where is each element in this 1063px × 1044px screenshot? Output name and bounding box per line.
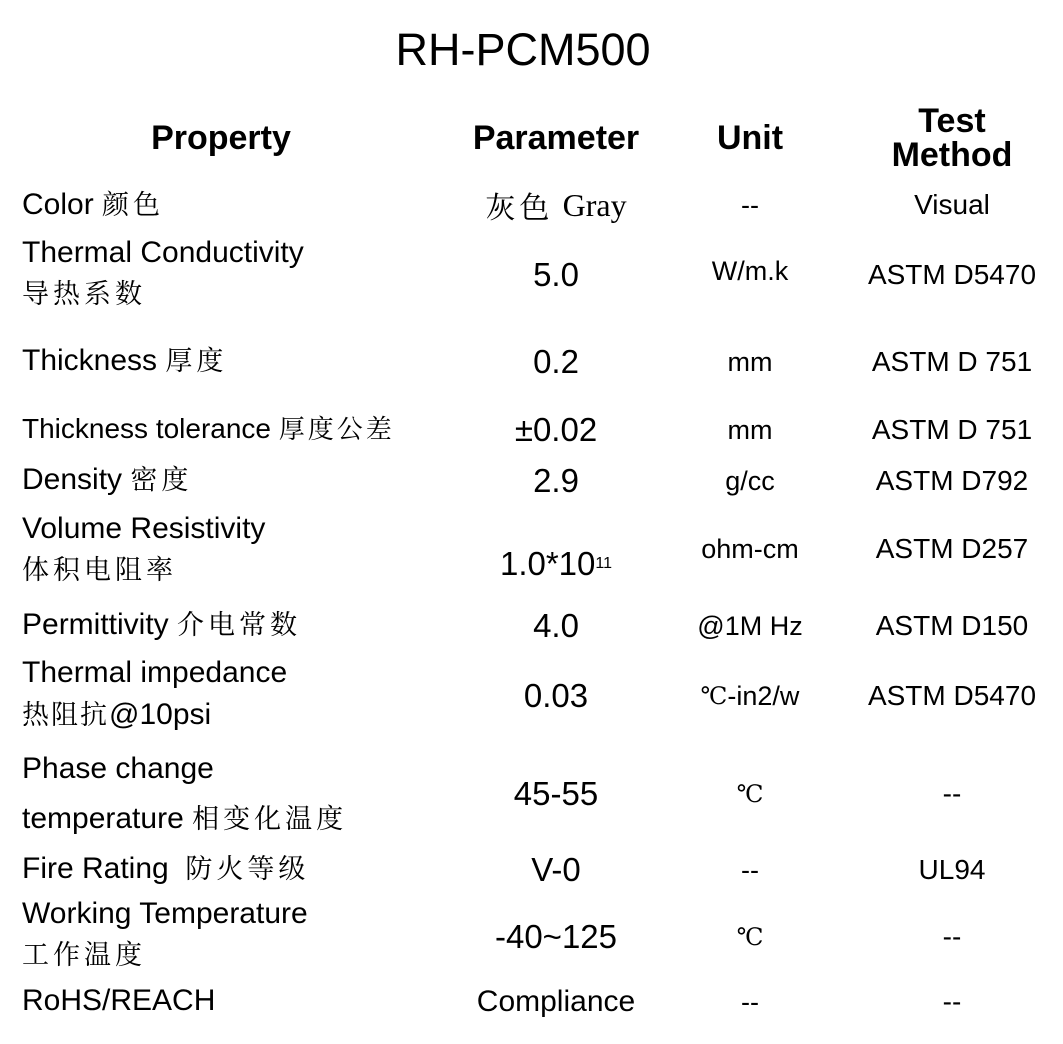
header-unit: Unit <box>716 119 784 157</box>
test-method-cell: ASTM D792 <box>875 465 1029 496</box>
property-en: Thermal impedance <box>22 656 288 689</box>
property-suffix: @10psi <box>109 698 212 731</box>
property-cell <box>22 980 452 1024</box>
table-row <box>0 232 1063 318</box>
property-en: RoHS/REACH <box>22 984 216 1017</box>
property-en: Working Temperature <box>22 897 308 930</box>
test-method-cell: ASTM D257 <box>875 533 1029 564</box>
table-row <box>0 508 1063 596</box>
parameter-cell: -40~125 <box>494 918 618 955</box>
table-row <box>0 340 1063 384</box>
table-row <box>0 184 1063 226</box>
property-cn: 厚度公差 <box>278 415 395 445</box>
property-cn: 颜色 <box>102 190 165 221</box>
table-row <box>0 848 1063 892</box>
page-title: RH-PCM500 <box>395 24 651 75</box>
parameter-cell: ±0.02 <box>514 411 598 448</box>
property-cn: 热阻抗 <box>22 700 109 731</box>
property-cell <box>22 893 452 981</box>
unit-cell: -- <box>741 189 759 220</box>
unit-cell: mm <box>727 414 773 445</box>
unit-symbol: ℃ <box>700 682 728 710</box>
unit-cell: -- <box>741 854 759 885</box>
test-method-cell: -- <box>942 921 962 952</box>
property-cn: 介电常数 <box>177 610 302 641</box>
parameter-cell: 45-55 <box>513 775 599 812</box>
test-method-cell: ASTM D 751 <box>871 414 1033 445</box>
header-property: Property <box>151 119 291 157</box>
unit-cell: -- <box>741 986 759 1017</box>
parameter-cell: 2.9 <box>533 462 579 499</box>
unit-rest: -in2/w <box>727 680 800 711</box>
property-cell <box>22 459 452 503</box>
test-method-cell: -- <box>942 986 962 1017</box>
parameter-cell: 1.0*10 11 <box>499 545 613 582</box>
property-cn: 密度 <box>130 465 193 496</box>
header-test-method <box>852 104 1052 172</box>
property-cn: 厚度 <box>165 346 228 377</box>
unit-cell: W/m.k <box>711 255 789 286</box>
test-method-cell: UL94 <box>918 854 986 885</box>
property-en-line2: temperature <box>22 802 184 835</box>
unit-cell: ℃ <box>736 780 764 808</box>
test-method-cell: -- <box>942 778 962 809</box>
parameter-cell: 0.2 <box>533 343 579 380</box>
property-en: Thickness tolerance <box>22 413 272 444</box>
test-method-cell: ASTM D150 <box>875 610 1029 641</box>
table-row <box>0 893 1063 981</box>
property-en: Thermal Conductivity <box>22 236 304 269</box>
property-cell <box>22 232 452 318</box>
parameter-base: 1.0*10 <box>499 545 596 582</box>
parameter-en: Gray <box>562 186 627 223</box>
property-en: Thickness <box>22 344 158 377</box>
property-cell <box>22 652 452 740</box>
property-en-line1: Phase change <box>22 752 214 785</box>
test-method-cell: Visual <box>914 189 990 220</box>
property-en: Fire Rating <box>22 852 169 885</box>
parameter-cell: Compliance <box>476 985 636 1018</box>
table-row <box>0 744 1063 844</box>
unit-cell: mm <box>727 346 773 377</box>
property-en: Color <box>22 188 94 221</box>
unit-cell: g/cc <box>725 465 775 496</box>
unit-cell <box>680 652 820 740</box>
parameter-cell: V-0 <box>531 851 581 888</box>
test-method-cell: ASTM D5470 <box>867 680 1037 711</box>
header-test-method-line1: Test <box>918 102 986 140</box>
property-cn: 体积电阻率 <box>22 555 177 586</box>
header-parameter: Parameter <box>472 119 640 157</box>
property-cn: 相变化温度 <box>192 804 348 835</box>
parameter-cell: 5.0 <box>533 256 579 293</box>
property-cell <box>22 848 452 892</box>
property-cell <box>22 744 452 844</box>
property-cn: 防火等级 <box>185 854 310 885</box>
test-method-cell: ASTM D5470 <box>867 259 1037 290</box>
table-row <box>0 408 1063 452</box>
unit-cell: @1M Hz <box>697 610 803 641</box>
parameter-cell: 4.0 <box>533 607 579 644</box>
table-row <box>0 980 1063 1024</box>
test-method-cell: ASTM D 751 <box>871 346 1033 377</box>
header-test-method-line2: Method <box>891 136 1013 174</box>
property-cell <box>22 340 452 384</box>
property-cell <box>22 184 452 226</box>
property-cell <box>22 604 452 648</box>
parameter-cell: 0.03 <box>523 677 589 714</box>
table-row <box>0 652 1063 740</box>
property-en: Density <box>22 463 123 496</box>
property-cn: 导热系数 <box>22 279 146 310</box>
unit-cell: ohm-cm <box>701 533 799 564</box>
parameter-cell <box>456 184 656 226</box>
table-row <box>0 459 1063 503</box>
property-en: Permittivity <box>22 608 169 641</box>
property-cell <box>22 508 452 596</box>
parameter-cn: 灰色 <box>485 191 554 226</box>
table-row <box>0 604 1063 648</box>
property-cell <box>22 408 452 452</box>
unit-cell: ℃ <box>736 923 764 951</box>
property-cn: 工作温度 <box>22 940 146 971</box>
property-en: Volume Resistivity <box>22 512 266 545</box>
